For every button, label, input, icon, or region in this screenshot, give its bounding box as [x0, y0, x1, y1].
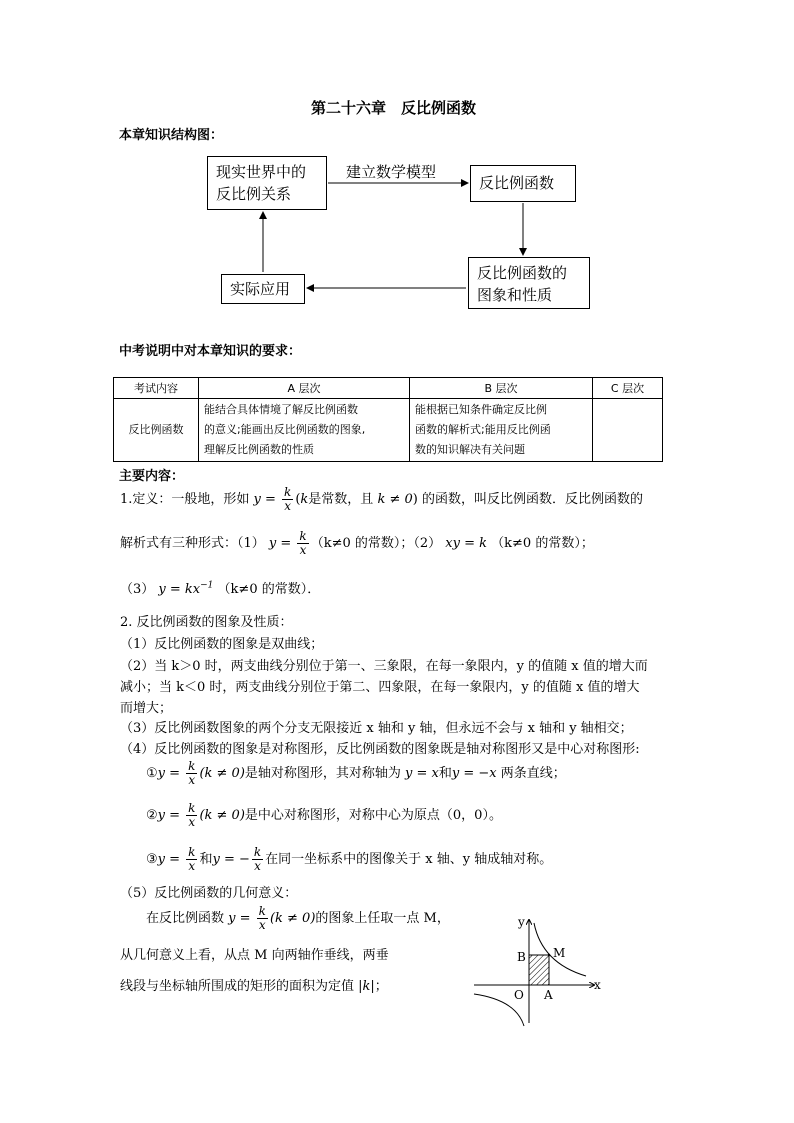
- cell-line: 理解反比例函数的性质: [204, 443, 314, 456]
- label-m: M: [553, 946, 566, 960]
- diagram-box-inverse-function: 反比例函数: [470, 165, 576, 202]
- geometry-line-2: 从几何意义上看，从点 M 向两轴作垂线，两垂: [120, 948, 389, 963]
- hyperbola-graph: [466, 908, 616, 1028]
- label-y: y: [518, 915, 525, 929]
- fraction-k-over-x: $\frac{k}{x}$: [188, 801, 196, 829]
- props-line: 而增大；: [120, 701, 173, 716]
- props-line: （4）反比例函数的图象是对称图形，反比例函数的图象既是轴对称图形又是中心对称图形:: [120, 742, 640, 757]
- geometry-line-3: 线段与坐标轴所围成的矩形的面积为定值 |k|；: [120, 979, 388, 994]
- geometry-line-1: 在反比例函数 y = $\frac{k}{x}$ (k ≠ 0)的图象上任取一点 M，: [146, 904, 450, 932]
- diagram-box-application: 实际应用: [221, 274, 305, 304]
- label-a: A: [544, 988, 553, 1002]
- requirements-heading: 中考说明中对本章知识的要求：: [119, 344, 302, 359]
- symmetry-item-2: ②y = $\frac{k}{x}$ (k ≠ 0)是中心对称图形，对称中心为原点（0，0）。: [146, 801, 502, 829]
- fraction-k-over-x: $\frac{k}{x}$: [253, 845, 262, 873]
- text: (: [295, 492, 301, 507]
- text: （k≠0 的常数）．: [217, 582, 321, 597]
- props-line: （3）反比例函数图象的两个分支无限接近 x 轴和 y 轴，但永远不会与 x 轴和 y 轴相交；: [120, 721, 633, 736]
- text: 是轴对称图形，其对称轴为: [244, 766, 401, 781]
- label-x: x: [594, 978, 601, 992]
- cell-line: 函数的解析式;能用反比例函: [415, 423, 551, 436]
- cell-line: 数的知识解决有关问题: [415, 443, 525, 456]
- text: （k≠0 的常数）；: [491, 536, 594, 551]
- symmetry-item-3: ③y = $\frac{k}{x}$ 和y = − $\frac{k}{x}$ 在同一坐标系中的图像关于 x 轴、y 轴成轴对称。: [146, 845, 553, 873]
- label-o: O: [514, 988, 524, 1002]
- definition-line-2: 解析式有三种形式：（1） y = $\frac{k}{x}$ （k≠0 的常数）；（2） xy = k （k≠0 的常数）；: [120, 529, 594, 557]
- table-cell: 反比例函数: [114, 399, 199, 462]
- box-line: 反比例关系: [216, 185, 292, 203]
- props-heading: 2. 反比例函数的图象及性质：: [120, 615, 293, 630]
- fraction-k-over-x: $\frac{k}{x}$: [188, 759, 196, 787]
- text: 1.定义：一般地，形如: [120, 492, 250, 507]
- text: ①: [146, 766, 158, 781]
- box-line: 反比例函数的: [477, 264, 568, 282]
- table-header-row: [114, 378, 663, 399]
- text: 和: [199, 852, 213, 867]
- definition-line-1: 1.定义：一般地，形如 y = $\frac{k}{x}$ (k是常数，且 k ≠ 0) 的函数，叫反比例函数．反比例函数的: [120, 485, 643, 513]
- requirements-table: [113, 377, 663, 462]
- table-row: [114, 399, 663, 462]
- cell-line: 能结合具体情境了解反比例函数: [204, 403, 358, 416]
- props-line: （5）反比例函数的几何意义：: [120, 886, 298, 901]
- text: 的图象上任取一点 M，: [315, 911, 450, 926]
- text: ③: [146, 852, 158, 867]
- table-header: B 层次: [410, 378, 593, 399]
- fraction-k-over-x: $\frac{k}{x}$: [284, 485, 292, 513]
- table-header: 考试内容: [114, 378, 199, 399]
- text: （3）: [120, 582, 155, 597]
- box-line: 现实世界中的: [216, 163, 307, 181]
- arrow-label: 建立数学模型: [346, 163, 437, 181]
- text: 解析式有三种形式：（1）: [120, 536, 265, 551]
- table-cell: [593, 399, 663, 462]
- box-line: 图象和性质: [477, 286, 553, 304]
- point-m: [548, 954, 550, 956]
- text: 线段与坐标轴所围成的矩形的面积为定值: [120, 979, 355, 994]
- diagram-arrows: [0, 0, 794, 340]
- text: （k≠0 的常数）；（2）: [310, 536, 442, 551]
- text: ) 的函数，叫反比例函数．反比例函数的: [412, 492, 643, 507]
- table-header: C 层次: [593, 378, 663, 399]
- symmetry-item-1: ①y = $\frac{k}{x}$ (k ≠ 0)是轴对称图形，其对称轴为 y = x和y = −x 两条直线；: [146, 759, 566, 787]
- props-line: （1）反比例函数的图象是双曲线；: [120, 637, 324, 652]
- props-line: （2）当 k＞0 时，两支曲线分别位于第一、三象限，在每一象限内，y 的值随 x 值的增大而: [120, 659, 648, 674]
- text: 是常数，且: [308, 492, 374, 507]
- fraction-k-over-x: $\frac{k}{x}$: [299, 529, 307, 557]
- label-b: B: [517, 950, 526, 964]
- cell-line: 能根据已知条件确定反比例: [415, 403, 547, 416]
- structure-heading: 本章知识结构图：: [119, 128, 224, 143]
- fraction-k-over-x: $\frac{k}{x}$: [188, 845, 196, 873]
- props-line: 减小；当 k＜0 时，两支曲线分别位于第二、四象限，在每一象限内，y 的值随 x 值的增大: [120, 680, 640, 695]
- table-cell: [199, 399, 410, 462]
- text: 在同一坐标系中的图像关于 x 轴、y 轴成轴对称。: [265, 852, 553, 867]
- fraction-k-over-x: $\frac{k}{x}$: [258, 904, 266, 932]
- table-cell: [410, 399, 593, 462]
- text: 是中心对称图形，对称中心为原点（0，0）。: [244, 808, 502, 823]
- table-header: A 层次: [199, 378, 410, 399]
- text: 两条直线；: [500, 766, 566, 781]
- text: 在反比例函数: [146, 911, 225, 926]
- page-title: 第二十六章 反比例函数: [311, 99, 477, 117]
- shaded-rectangle: [529, 955, 549, 985]
- main-heading: 主要内容：: [119, 469, 185, 484]
- text: ②: [146, 808, 158, 823]
- definition-line-3: （3） $y = kx^{-1}$ （k≠0 的常数）．: [120, 580, 321, 597]
- cell-line: 的意义;能画出反比例函数的图象,: [204, 423, 366, 436]
